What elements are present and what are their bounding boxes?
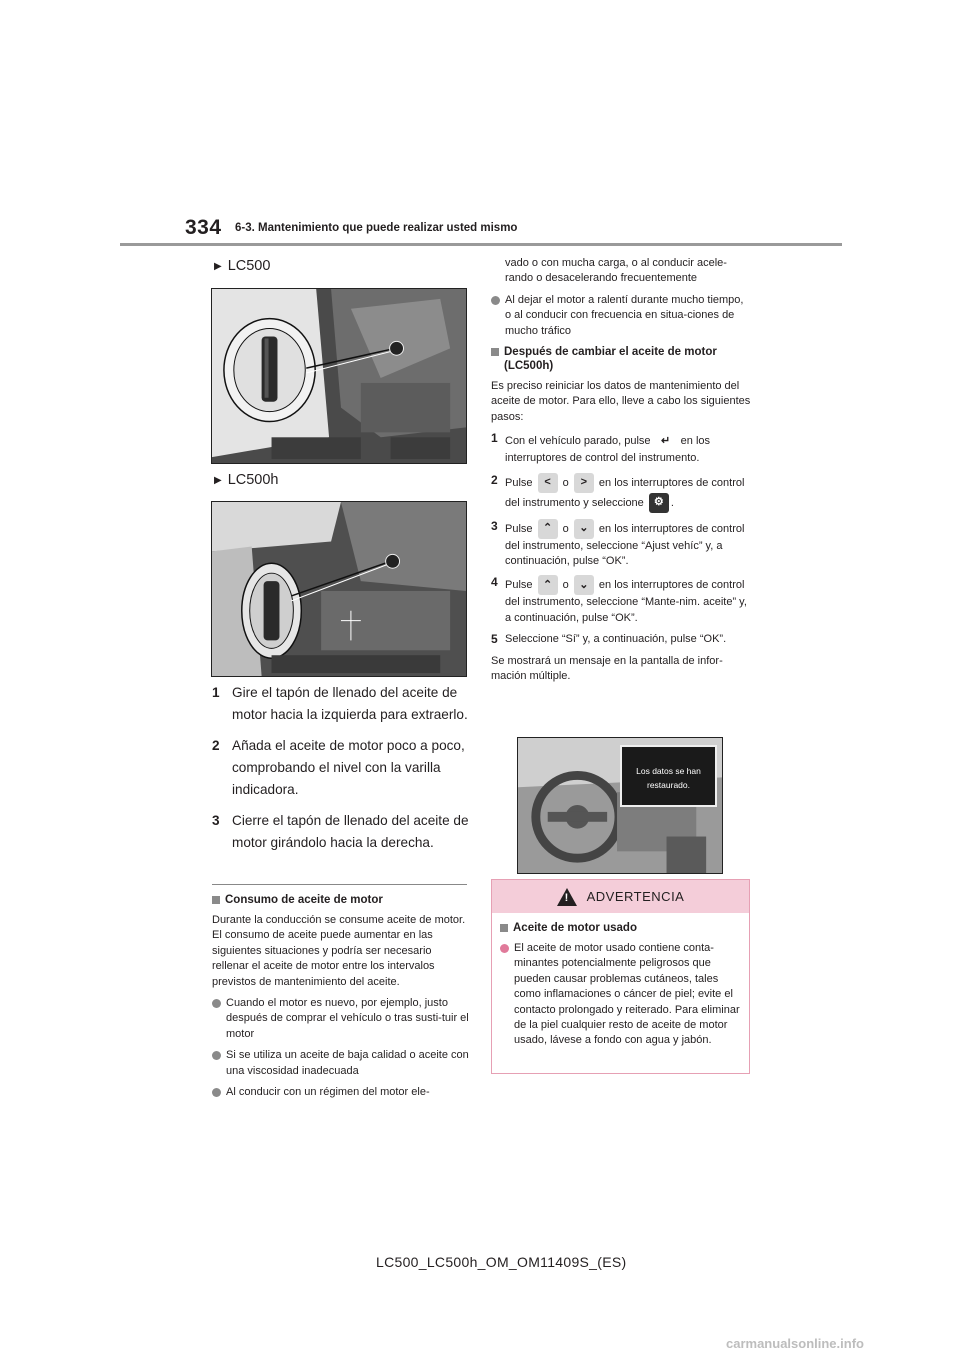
circle-bullet-icon: [491, 296, 500, 305]
step-text: Gire el tapón de llenado del aceite de motor hacia la izquierda para extraerlo.: [232, 685, 468, 722]
step-number: 2: [491, 472, 498, 487]
reset-step: [491, 519, 751, 570]
document-code: LC500_LC500h_OM_OM11409S_(ES): [376, 1254, 627, 1270]
step-number: 1: [491, 431, 498, 446]
chevron-left-icon: <: [538, 473, 558, 493]
step-number: 2: [212, 738, 220, 753]
display-message: restaurado.: [647, 780, 690, 790]
step-text: Cierre el tapón de llenado del aceite de motor girándolo hacia la derecha.: [232, 813, 469, 850]
warning-title: ADVERTENCIA: [586, 889, 685, 904]
step-text: en los interruptores de control del instrumento.: [505, 435, 711, 465]
step-text: Pulse: [505, 522, 533, 535]
list-item-text: Si se utiliza un aceite de baja calidad o aceite con una viscosidad inadecuada: [226, 1049, 469, 1077]
oil-fill-steps: [212, 682, 472, 863]
step-text: o: [562, 476, 569, 489]
warning-box: [491, 879, 750, 1074]
header-rule: [120, 243, 842, 246]
oil-fill-step: [212, 735, 472, 801]
section-heading: [500, 921, 741, 935]
step-number: 3: [491, 518, 498, 533]
variant-label-text: LC500h: [227, 472, 279, 488]
circle-bullet-icon: [500, 944, 509, 953]
warning-triangle-icon: !: [557, 888, 577, 906]
list-item: [212, 1048, 470, 1079]
step-number: 4: [491, 575, 498, 590]
step-body: [501, 431, 751, 466]
triangle-right-icon: ▶: [214, 474, 222, 486]
step-body: Pulse < o > en los interruptores de control del instrumento y seleccione ⚙ .: [501, 473, 751, 513]
step-text: o: [562, 579, 569, 592]
list-item-text: Al dejar el motor a ralentí durante mucho tiempo, o al conducir con frecuencia en situa-ciones de mucho tráfico: [505, 293, 744, 337]
multi-info-display: [620, 745, 717, 807]
section-divider: [212, 884, 467, 885]
warning-body: [492, 913, 749, 1049]
chevron-up-icon: ⌃: [538, 575, 558, 595]
watermark: carmanualsonline.info: [726, 1336, 864, 1351]
step-number: 5: [491, 632, 498, 647]
step-text: Seleccione “Sí” y, a continuación, pulse “OK”.: [505, 633, 727, 646]
list-item-text: Cuando el motor es nuevo, por ejemplo, justo después de comprar el vehículo o tras susti-tuir el motor: [226, 997, 469, 1040]
list-item-text: Al conducir con un régimen del motor ele-: [226, 1086, 430, 1099]
warning-header: [492, 880, 749, 913]
step-text: en los interruptores de control del instrumento, seleccione “Ajust vehíc” y, a continuación, pulse “OK”.: [505, 522, 745, 568]
paragraph: Es preciso reiniciar los datos de mantenimiento del aceite de motor. Para ello, lleve a cabo los siguientes pasos:: [491, 380, 751, 423]
gear-icon: ⚙: [649, 493, 669, 513]
square-bullet-icon: [212, 896, 220, 904]
list-item-continuation: vado o con mucha carga, o al conducir acele-rando o desacelerando frecuentemente: [505, 257, 727, 285]
reset-step: [491, 575, 751, 626]
list-item-text: El aceite de motor usado contiene conta-minantes potencialmente peligrosos que pueden causar problemas cutáneos, tales como inflamaciones o cáncer de piel; evite el contacto prolongado y reiterado. Para eliminar de la piel cualquier resto de aceite de motor usado, lávese a fondo con agua y jabón.: [514, 942, 740, 1047]
section-heading: [212, 893, 470, 907]
step-number: 1: [212, 685, 220, 700]
chevron-up-icon: ⌃: [538, 519, 558, 539]
circle-bullet-icon: [212, 1088, 221, 1097]
reset-step: [491, 431, 751, 466]
reset-step: [491, 632, 751, 647]
chapter-title: 6-3. Mantenimiento que puede realizar usted mismo: [235, 222, 518, 234]
section-heading: [491, 345, 751, 373]
step-body: [501, 575, 751, 626]
step-text: Pulse: [505, 476, 533, 489]
list-item: [212, 996, 470, 1042]
chevron-down-icon: ⌄: [574, 575, 594, 595]
back-return-icon: ↵: [661, 434, 671, 447]
step-text: o: [562, 522, 569, 535]
step-text: Con el vehículo parado, pulse: [505, 435, 651, 448]
engine-photo-lc500: [211, 288, 467, 464]
variant-label-lc500h: [214, 472, 279, 488]
reset-step: [491, 473, 751, 513]
section-heading-text: Después de cambiar el aceite de motor (LC500h): [504, 346, 717, 373]
paragraph: Durante la conducción se consume aceite de motor. El consumo de aceite puede aumentar en las siguientes situaciones y podría ser necesario rellenar el aceite de motor entre los intervalos previstos de mantenimiento del aceite.: [212, 914, 466, 988]
paragraph: Se mostrará un mensaje en la pantalla de infor-mación múltiple.: [491, 654, 723, 683]
circle-bullet-icon: [212, 999, 221, 1008]
step-body: [501, 519, 751, 570]
list-item: [500, 941, 741, 1049]
step-number: 3: [212, 813, 220, 828]
step-text: en los interruptores de control del instrumento y seleccione: [505, 476, 745, 509]
step-text: Añada el aceite de motor poco a poco, comprobando el nivel con la varilla indicadora.: [232, 738, 465, 797]
circle-bullet-icon: [212, 1051, 221, 1060]
engine-photo-lc500h: [211, 501, 467, 677]
square-bullet-icon: [500, 924, 508, 932]
triangle-right-icon: ▶: [214, 260, 222, 272]
right-column: [491, 256, 751, 691]
oil-consumption-section: [212, 893, 470, 1106]
chevron-down-icon: ⌄: [574, 519, 594, 539]
list-item: [212, 1085, 470, 1100]
variant-label-text: LC500: [227, 258, 271, 274]
dashboard-photo: [517, 737, 723, 874]
variant-label-lc500: [214, 258, 270, 274]
chevron-right-icon: >: [574, 473, 594, 493]
oil-fill-step: [212, 810, 472, 854]
square-bullet-icon: [491, 348, 499, 356]
step-text: Pulse: [505, 579, 533, 592]
display-message: Los datos se han: [636, 766, 701, 776]
oil-fill-step: [212, 682, 472, 726]
page-number: 334: [185, 216, 222, 239]
step-text: en los interruptores de control del instrumento, seleccione “Mante-nim. aceite” y, a continuación, pulse “OK”.: [505, 579, 747, 624]
section-heading-text: Aceite de motor usado: [513, 922, 637, 934]
section-heading-text: Consumo de aceite de motor: [225, 894, 383, 906]
list-item: [491, 293, 751, 339]
